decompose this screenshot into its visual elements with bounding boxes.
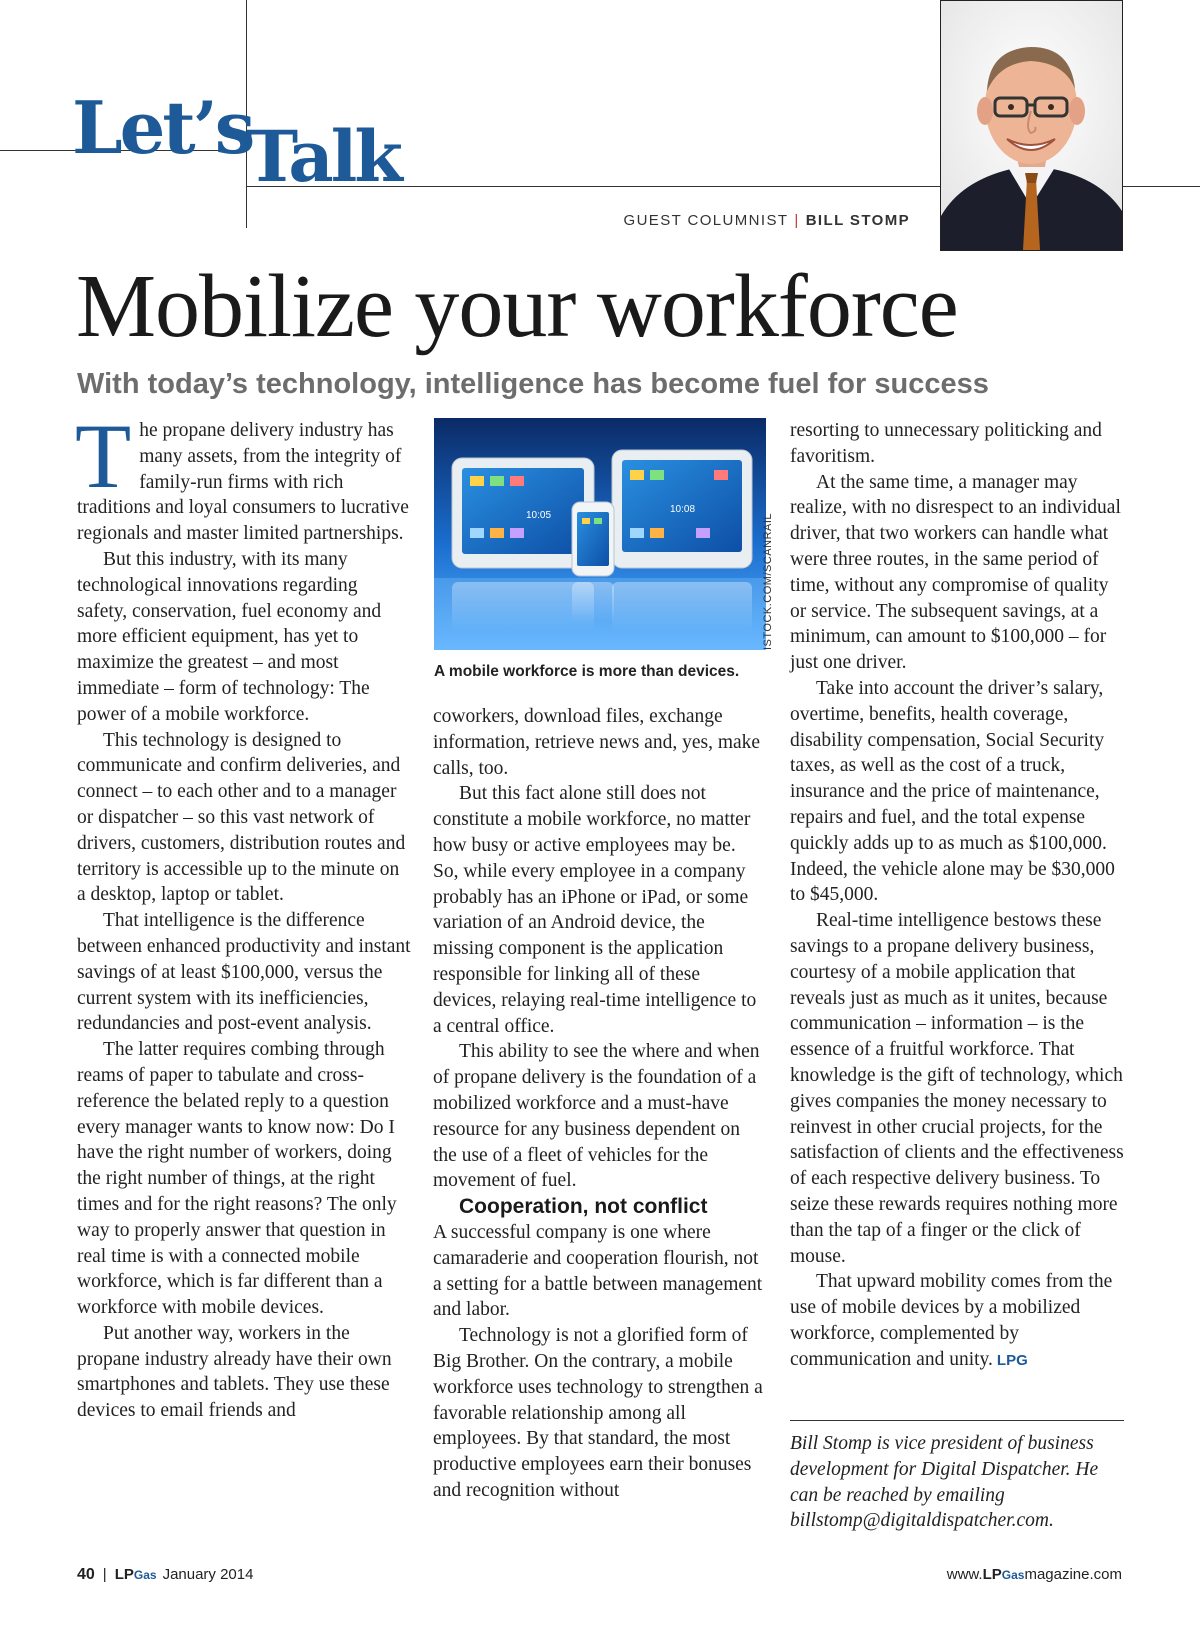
author-portrait-image	[941, 1, 1122, 250]
article-column-3	[790, 418, 1124, 1373]
url-lp: LP	[982, 1566, 1002, 1583]
devices-illustration	[434, 418, 766, 650]
paragraph: Put another way, workers in the propane industry already have their own smartphones and tablets. They use these devices to email friends and	[77, 1322, 392, 1422]
paragraph	[790, 1269, 1124, 1373]
svg-text:10:05: 10:05	[526, 510, 552, 521]
url-gas: Gas	[1001, 1568, 1025, 1582]
url-prefix: www.	[946, 1566, 983, 1583]
paragraph: A successful company is one where camaraderie and cooperation flourish, not a setting for a battle between management and labor.	[433, 1221, 763, 1321]
paragraph: Technology is not a glorified form of Big Brother. On the contrary, a mobile workforce uses technology to strengthen a favorable relationship among all employees. By that standard, the most productive employees earn their bonuses and recognition without	[433, 1325, 763, 1501]
paragraph: This ability to see the where and when of propane delivery is the foundation of a mobilized workforce and a must-have resource for any business dependent on the use of a fleet of vehicles for the movement of fuel.	[433, 1041, 760, 1192]
paragraph: At the same time, a manager may realize, with no disrespect to an individual driver, that two workers can handle what were three routes, in the same period of time, without any compromise of quality or service. The subsequent savings, at a minimum, can amount to $100,000 – for just one driver.	[790, 471, 1121, 674]
paragraph: But this fact alone still does not constitute a mobile workforce, no matter how busy or active employees may be. So, while every employee in a company probably has an iPhone or iPad, or some variation of an Android device, the missing component is the application responsible for linking all of these devices, relaying real-time intelligence to a central office.	[433, 783, 757, 1037]
column-logo-talk: Talk	[246, 115, 400, 198]
paragraph: But this industry, with its many technological innovations regarding safety, conservation, fuel economy and more efficient equipment, has yet to maximize the greatest – and most immediate – form of technology: The power of a mobile workforce.	[77, 548, 382, 725]
paragraph	[75, 405, 411, 547]
footer-website	[947, 1566, 1122, 1583]
footer-separator: |	[102, 1566, 107, 1583]
column-logo-lets: Let’s	[72, 85, 253, 170]
author-photo	[940, 0, 1123, 251]
paragraph: The latter requires combing through reams of paper to tabulate and cross-reference the belated reply to a question every manager wants to know now: Do I have the right number of workers, doing the right number of things, at the right times and for the right reasons? The only way to properly answer that question in real time is with a connected mobile workforce, which is far different than a workforce with mobile devices.	[77, 1039, 397, 1319]
paragraph: resorting to unnecessary politicking and favoritism.	[790, 420, 1102, 467]
photo-credit: ISTOCK.COM/SCANRAIL	[762, 512, 774, 650]
article-column-1	[75, 405, 411, 1424]
columnist-separator: |	[794, 212, 800, 229]
footer-folio	[77, 1566, 253, 1584]
article-headline: Mobilize your workforce	[76, 257, 958, 356]
paragraph: This technology is designed to communicate and confirm deliveries, and connect – to each other and to a manager or dispatcher – so this vast network of drivers, customers, distribution routes and territory is accessible up to the minute on a desktop, laptop or tablet.	[77, 729, 406, 906]
columnist-name: BILL STOMP	[805, 212, 910, 229]
paragraph: Take into account the driver’s salary, overtime, benefits, health coverage, disability compensation, Social Security taxes, as well as the cost of a truck, insurance and the price of maintenance, repairs and fuel, and the total expense quickly adds up to as much as $100,000. Indeed, the vehicle alone may be $30,000 to $45,000.	[790, 677, 1115, 906]
columnist-byline	[624, 212, 911, 229]
url-suffix: magazine.com	[1024, 1566, 1122, 1583]
end-sign: LPG	[996, 1351, 1028, 1369]
paragraph: coworkers, download files, exchange information, retrieve news and, yes, make calls, too.	[433, 706, 761, 779]
header-rule-far-right	[1122, 186, 1200, 187]
devices-photo	[434, 418, 766, 650]
paragraph-text: he propane delivery industry has many assets, from the integrity of family-run firms with rich traditions and loyal consumers to lucrative regionals and master limited partnerships.	[77, 420, 409, 545]
page-number: 40	[77, 1566, 95, 1583]
article-subheadline: With today’s technology, intelligence has become fuel for success	[77, 368, 989, 400]
author-bio: Bill Stomp is vice president of business development for Digital Dispatcher. He can be reached by emailing billstomp@digitaldispatcher.com.	[790, 1420, 1124, 1534]
article-column-2	[433, 704, 766, 1504]
issue-date: January 2014	[162, 1566, 254, 1583]
paragraph-text: That upward mobility comes from the use of mobile devices by a mobilized workforce, complemented by communication and unity.	[790, 1271, 1113, 1370]
drop-cap: T	[75, 405, 132, 507]
magazine-name-lp: LP	[114, 1566, 134, 1583]
paragraph: Real-time intelligence bestows these savings to a propane delivery business, courtesy of a mobile application that reveals just as much as it unites, because communication – information – is the essence of a fruitful workforce. That knowledge is the gift of technology, which gives companies the money necessary to reinvest in other crucial projects, for the satisfaction of clients and the effectiveness of each respective delivery business. To seize these rewards requires nothing more than the tap of a finger or the click of mouse.	[790, 910, 1124, 1267]
paragraph: That intelligence is the difference between enhanced productivity and instant savings of at least $100,000, versus the current system with its inefficiencies, redundancies and post-event analysis.	[77, 910, 411, 1035]
columnist-label: GUEST COLUMNIST	[623, 212, 789, 229]
svg-text:10:08: 10:08	[670, 504, 696, 515]
photo-caption: A mobile workforce is more than devices.	[434, 663, 740, 680]
magazine-name-gas: Gas	[133, 1568, 157, 1582]
section-heading: Cooperation, not conflict	[459, 1195, 708, 1219]
